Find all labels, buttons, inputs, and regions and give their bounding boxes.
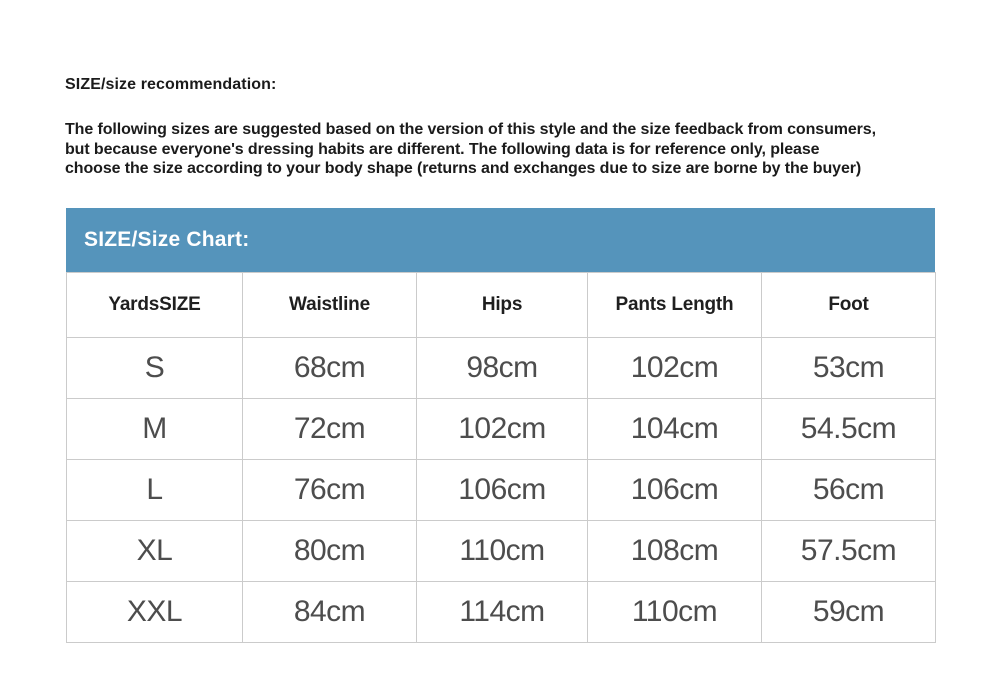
measurement-cell: 98cm bbox=[417, 338, 588, 399]
measurement-cell: 108cm bbox=[588, 521, 762, 582]
table-row bbox=[67, 521, 936, 582]
column-header-hips: Hips bbox=[417, 273, 588, 338]
measurement-cell: 53cm bbox=[762, 338, 936, 399]
size-chart-header-bar bbox=[66, 208, 935, 272]
measurement-cell: 59cm bbox=[762, 582, 936, 643]
measurement-cell: 102cm bbox=[417, 399, 588, 460]
measurement-cell: 68cm bbox=[243, 338, 417, 399]
table-row bbox=[67, 399, 936, 460]
column-header-yardssize: YardsSIZE bbox=[67, 273, 243, 338]
size-description-line: The following sizes are suggested based on the version of this style and the size feedback from consumers, bbox=[65, 121, 876, 138]
column-header-waistline: Waistline bbox=[243, 273, 417, 338]
measurement-cell: 84cm bbox=[243, 582, 417, 643]
measurement-cell: 110cm bbox=[588, 582, 762, 643]
size-label-cell: XL bbox=[67, 521, 243, 582]
size-chart-header-title: SIZE/Size Chart: bbox=[84, 228, 250, 251]
column-header-pants-length: Pants Length bbox=[588, 273, 762, 338]
table-header-row bbox=[67, 273, 936, 338]
measurement-cell: 104cm bbox=[588, 399, 762, 460]
size-label-cell: XXL bbox=[67, 582, 243, 643]
measurement-cell: 110cm bbox=[417, 521, 588, 582]
size-description-line: but because everyone's dressing habits are different. The following data is for reference only, please bbox=[65, 140, 820, 158]
measurement-cell: 106cm bbox=[417, 460, 588, 521]
measurement-cell: 114cm bbox=[417, 582, 588, 643]
size-description-line: choose the size according to your body shape (returns and exchanges due to size are borne by the buyer) bbox=[65, 160, 862, 177]
measurement-cell: 76cm bbox=[243, 460, 417, 521]
size-description bbox=[65, 120, 945, 179]
measurement-cell: 80cm bbox=[243, 521, 417, 582]
column-header-foot: Foot bbox=[762, 273, 936, 338]
measurement-cell: 56cm bbox=[762, 460, 936, 521]
size-label-cell: M bbox=[67, 399, 243, 460]
size-chart-table bbox=[66, 272, 936, 643]
size-label-cell: S bbox=[67, 338, 243, 399]
table-row bbox=[67, 582, 936, 643]
measurement-cell: 106cm bbox=[588, 460, 762, 521]
table-row bbox=[67, 460, 936, 521]
measurement-cell: 54.5cm bbox=[762, 399, 936, 460]
measurement-cell: 57.5cm bbox=[762, 521, 936, 582]
size-label-cell: L bbox=[67, 460, 243, 521]
measurement-cell: 102cm bbox=[588, 338, 762, 399]
table-row bbox=[67, 338, 936, 399]
measurement-cell: 72cm bbox=[243, 399, 417, 460]
page-title: SIZE/size recommendation: bbox=[65, 76, 277, 93]
table-body bbox=[67, 338, 936, 643]
